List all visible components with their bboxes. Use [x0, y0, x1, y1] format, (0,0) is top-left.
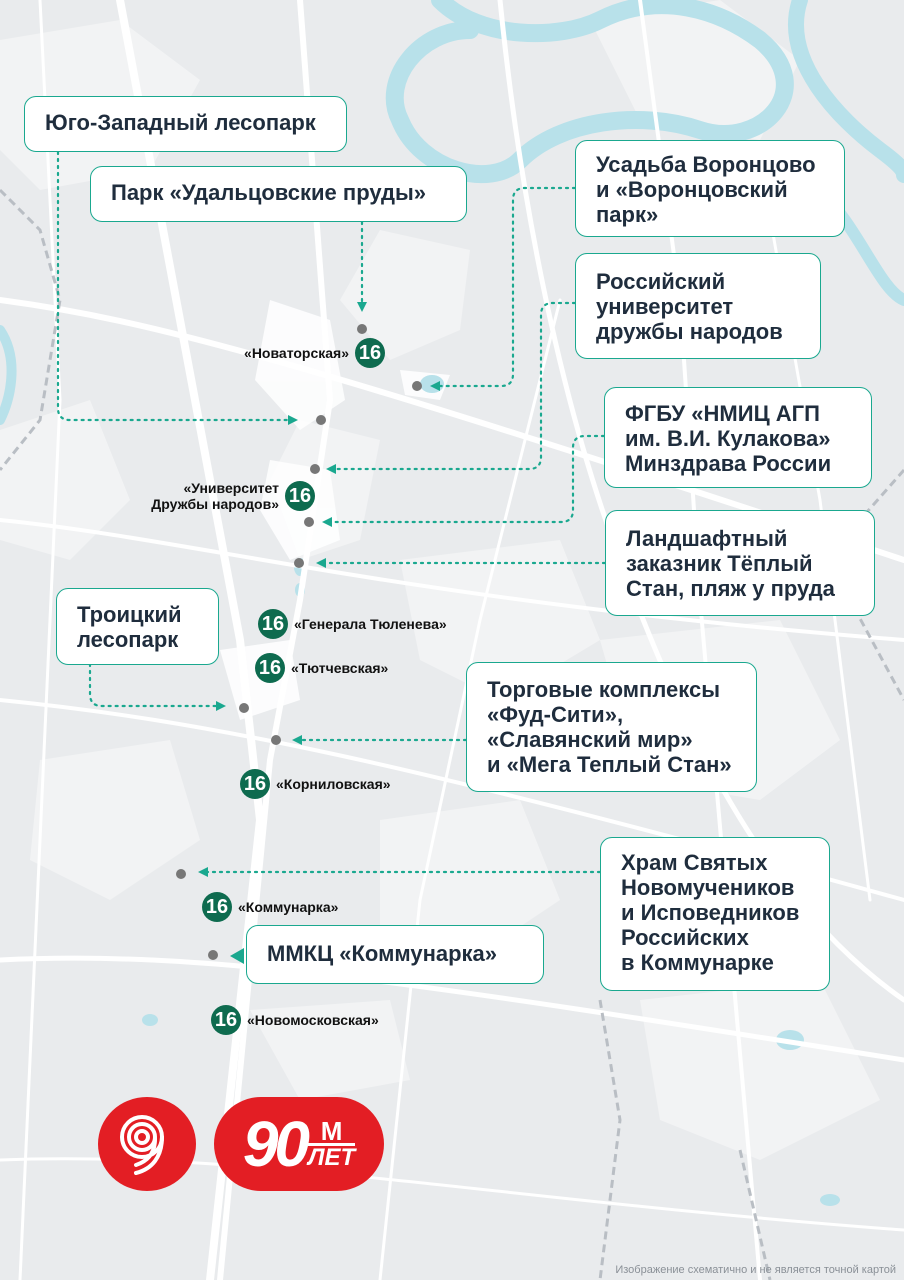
- metro-logo: [98, 1097, 196, 1191]
- line-16-badge: 16: [202, 892, 232, 922]
- station-label: «Тютчевская»: [291, 660, 389, 676]
- station-kommunarka: [202, 892, 338, 922]
- callout-trade-centers: Торговые комплексы «Фуд-Сити», «Славянский мир» и «Мега Теплый Стан»: [466, 662, 757, 792]
- anniversary-word: ЛЕТ: [308, 1143, 356, 1171]
- line-16-badge: 16: [258, 609, 288, 639]
- station-label: «Корниловская»: [276, 776, 391, 792]
- line-16-badge: 16: [211, 1005, 241, 1035]
- metro-spiral-icon: [112, 1109, 182, 1179]
- station-label: «Новомосковская»: [247, 1012, 379, 1028]
- callout-hram: Храм Святых Новомучеников и Исповедников Российских в Коммунарке: [600, 837, 830, 991]
- station-novomoskovskaya: [211, 1005, 379, 1035]
- line-16-badge: 16: [355, 338, 385, 368]
- anniversary-number: 90: [242, 1108, 307, 1180]
- callout-mmkc: ММКЦ «Коммунарка»: [246, 925, 544, 984]
- callout-yugo-zapadny: Юго-Западный лесопарк: [24, 96, 347, 152]
- station-kornilovskaya: [240, 769, 391, 799]
- line-16-badge: 16: [240, 769, 270, 799]
- anniversary-metro-mark: М: [320, 1115, 343, 1146]
- callout-vorontsovo: Усадьба Воронцово и «Воронцовский парк»: [575, 140, 845, 237]
- station-label: «Коммунарка»: [238, 899, 339, 915]
- station-label: «Университет Дружбы народов»: [151, 480, 279, 512]
- station-label: «Генерала Тюленева»: [294, 616, 447, 632]
- line-16-badge: 16: [255, 653, 285, 683]
- callout-troitsky: Троицкий лесопарк: [56, 588, 219, 665]
- callout-udaltsovskie: Парк «Удальцовские пруды»: [90, 166, 467, 222]
- station-novatorskaya: [244, 338, 385, 368]
- callout-rudn: Российский университет дружбы народов: [575, 253, 821, 359]
- station-tyutchevskaya: [255, 653, 388, 683]
- station-label: «Новаторская»: [244, 345, 349, 361]
- line-16-badge: 16: [285, 481, 315, 511]
- callout-kulakova: ФГБУ «НМИЦ АГП им. В.И. Кулакова» Минздрава России: [604, 387, 872, 488]
- station-tyuleneva: [258, 609, 447, 639]
- station-universitet: [151, 480, 315, 512]
- map-disclaimer: Изображение схематично и не является точной картой: [615, 1264, 896, 1276]
- callout-teply-stan: Ландшафтный заказник Тёплый Стан, пляж у пруда: [605, 510, 875, 616]
- anniversary-90-logo: [214, 1097, 384, 1191]
